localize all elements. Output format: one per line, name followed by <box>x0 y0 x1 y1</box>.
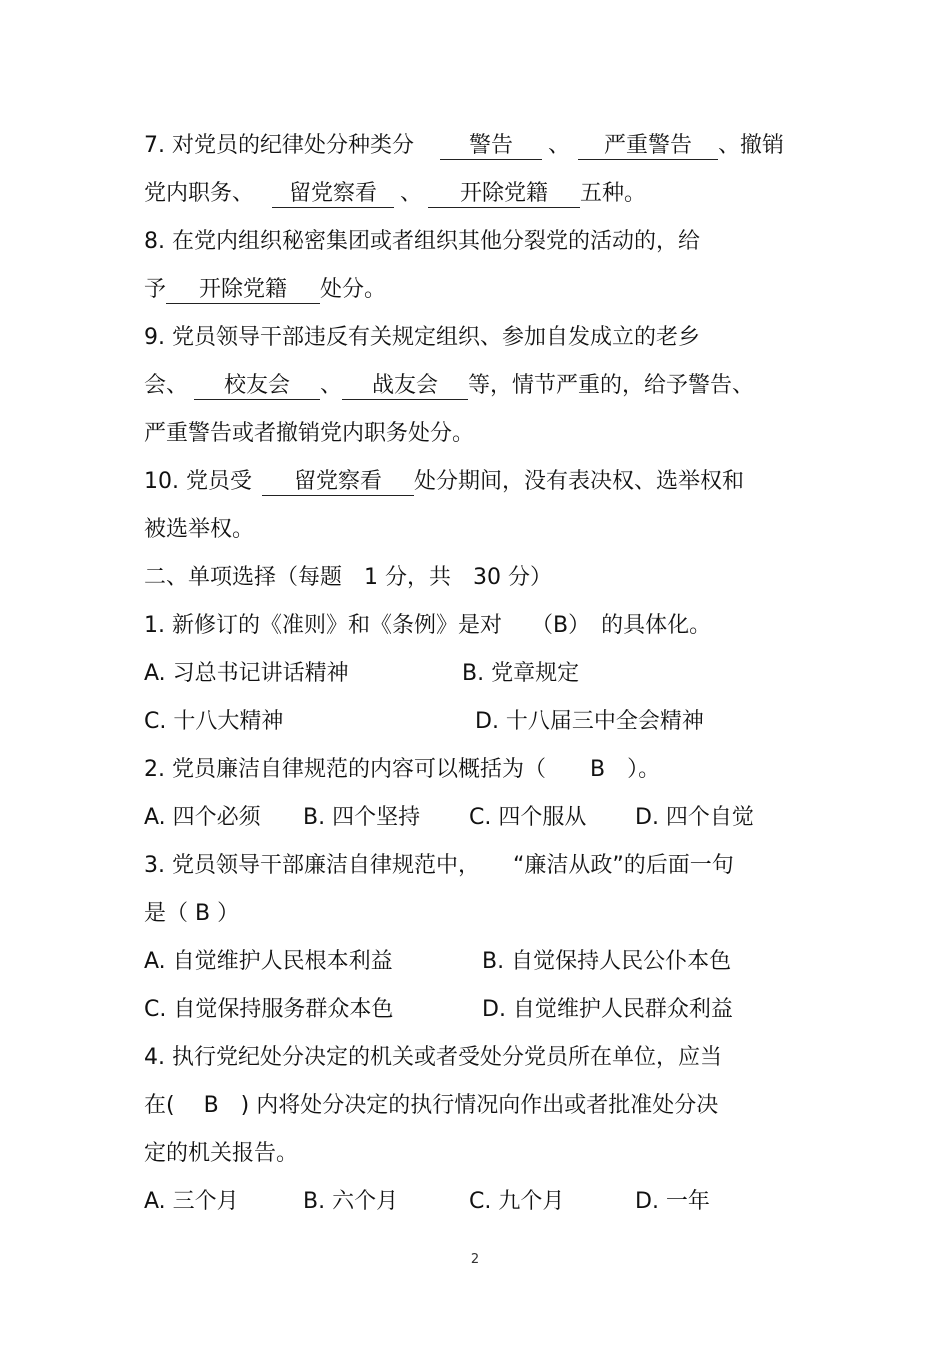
q10-line-2: 被选举权。 <box>144 517 255 542</box>
s3-option-d: D. 自觉维护人民群众利益 <box>482 997 733 1022</box>
answer-blank: 战友会 <box>342 373 468 400</box>
s4-question-line-1: 4. 执行党纪处分决定的机关或者受处分党员所在单位，应当 <box>144 1045 722 1070</box>
answer-blank: 开除党籍 <box>428 181 580 208</box>
s4-option-a: A. 三个月 <box>144 1189 239 1214</box>
q7-line-2: 党内职务、 留党察看 、 开除党籍 五种。 <box>144 181 647 206</box>
q9-line-3: 严重警告或者撤销党内职务处分。 <box>144 421 475 446</box>
s1-option-b: B. 党章规定 <box>462 661 580 686</box>
section-title: 二、单项选择（每题 1 分，共 30 分） <box>144 565 552 590</box>
answer-blank: 开除党籍 <box>166 277 320 304</box>
answer-blank: 严重警告 <box>578 133 718 160</box>
page-number: 2 <box>470 1252 480 1267</box>
answer-blank: 警告 <box>440 133 542 160</box>
q7-line-1: 7. 对党员的纪律处分种类分 警告 、 严重警告 、撤销 <box>144 133 785 158</box>
s3-option-a: A. 自觉维护人民根本利益 <box>144 949 393 974</box>
s2-option-d: D. 四个自觉 <box>635 805 754 830</box>
s1-question: 1. 新修订的《准则》和《条例》是对 （B） 的具体化。 <box>144 613 712 638</box>
s1-option-a: A. 习总书记讲话精神 <box>144 661 349 686</box>
s4-option-b: B. 六个月 <box>303 1189 399 1214</box>
s4-option-c: C. 九个月 <box>469 1189 565 1214</box>
q8-line-2: 予 开除党籍 处分。 <box>144 277 387 302</box>
q10-line-1: 10. 党员受 留党察看 处分期间，没有表决权、选举权和 <box>144 469 744 494</box>
s1-option-d: D. 十八届三中全会精神 <box>475 709 704 734</box>
s4-question-line-3: 定的机关报告。 <box>144 1141 299 1166</box>
q9-line-1: 9. 党员领导干部违反有关规定组织、参加自发成立的老乡 <box>144 325 700 350</box>
q9-line-2: 会、 校友会 、 战友会 等，情节严重的，给予警告、 <box>144 373 755 398</box>
s2-option-a: A. 四个必须 <box>144 805 261 830</box>
s3-question-line-1: 3. 党员领导干部廉洁自律规范中， “廉洁从政”的后面一句 <box>144 853 734 878</box>
answer-blank: 留党察看 <box>272 181 394 208</box>
s3-question-line-2: 是（ B ） <box>144 901 240 926</box>
q8-line-1: 8. 在党内组织秘密集团或者组织其他分裂党的活动的，给 <box>144 229 700 254</box>
s4-question-line-2: 在( B ) 内将处分决定的执行情况向作出或者批准处分决 <box>144 1093 719 1118</box>
s3-option-b: B. 自觉保持人民公仆本色 <box>482 949 732 974</box>
s4-option-d: D. 一年 <box>635 1189 710 1214</box>
s3-option-c: C. 自觉保持服务群众本色 <box>144 997 394 1022</box>
answer-blank: 校友会 <box>194 373 320 400</box>
s1-option-c: C. 十八大精神 <box>144 709 284 734</box>
s2-option-c: C. 四个服从 <box>469 805 587 830</box>
s2-option-b: B. 四个坚持 <box>303 805 421 830</box>
s2-question: 2. 党员廉洁自律规范的内容可以概括为（ B ）。 <box>144 757 661 782</box>
answer-blank: 留党察看 <box>262 469 414 496</box>
